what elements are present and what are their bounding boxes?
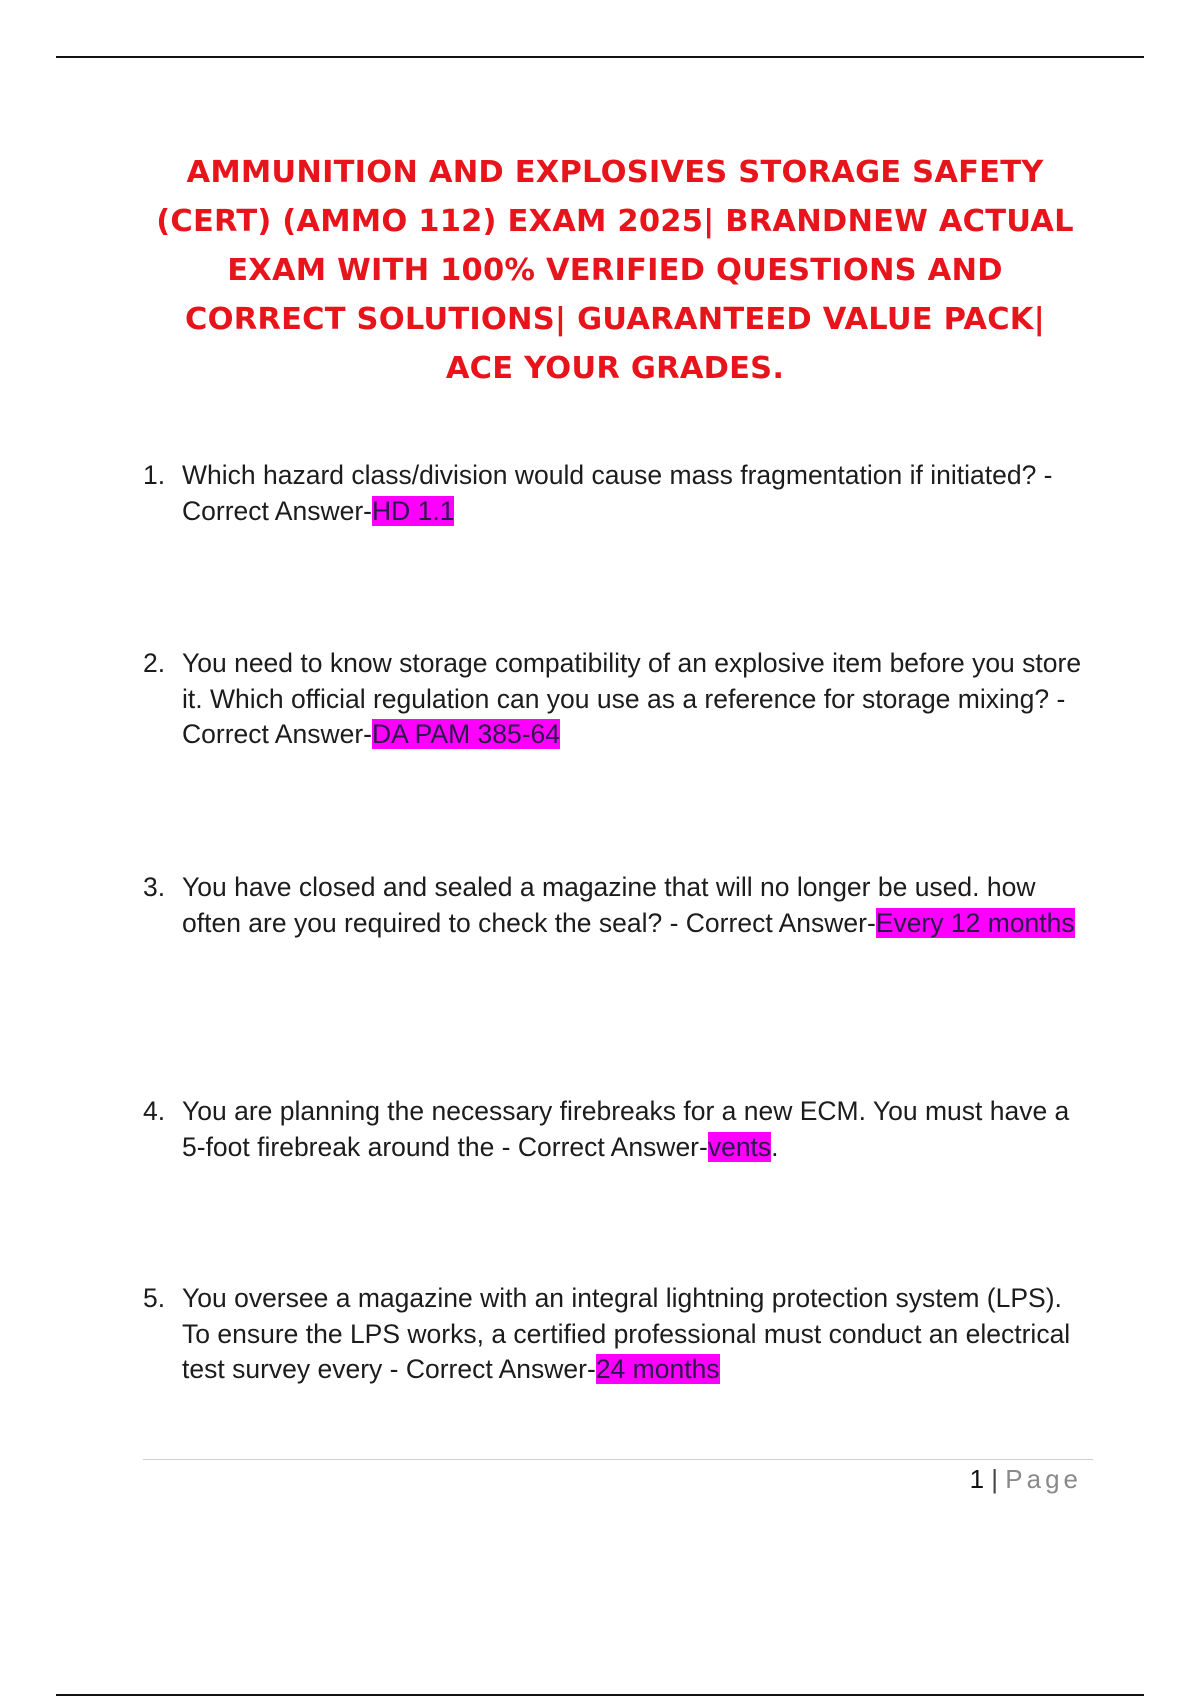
document-title: AMMUNITION AND EXPLOSIVES STORAGE SAFETY (CERT) (AMMO 112) EXAM 2025| BRANDNEW ACTUAL EXAM WITH 100% VERIFIED QUESTIONS AND CORRECT SOLUTIONS| GUARANTEED VALUE PACK| ACE YOUR GRADES.	[156, 155, 1074, 386]
question-number: 4.	[143, 1096, 166, 1126]
page-separator: |	[984, 1464, 1006, 1494]
question-item	[143, 1094, 1083, 1165]
top-rule	[56, 56, 1144, 58]
answer-prefix: - Correct Answer-	[382, 1354, 596, 1384]
question-item	[143, 458, 1083, 529]
question-text: You oversee a magazine with an integral lightning protection system (LPS). To ensure the LPS works, a certified professional must conduct an electrical test survey every	[182, 1283, 1071, 1384]
question-item	[143, 646, 1083, 753]
correct-answer: Every 12 months	[875, 907, 1075, 938]
correct-answer: DA PAM 385-64	[371, 719, 561, 749]
question-text: You have closed and sealed a magazine that will no longer be used. how often are you required to check the seal?	[182, 872, 1036, 938]
bottom-rule	[56, 1694, 1144, 1696]
correct-answer: 24 months	[595, 1354, 720, 1384]
footer-rule	[143, 1459, 1093, 1460]
answer-prefix: - Correct Answer-	[494, 1131, 708, 1162]
question-number: 5.	[143, 1283, 166, 1313]
page-number: 1	[969, 1464, 985, 1494]
answer-prefix: - Correct Answer-	[182, 460, 1053, 526]
question-number: 2.	[143, 648, 166, 678]
question-text: Which hazard class/division would cause mass fragmentation if initiated?	[182, 460, 1037, 490]
question-item	[143, 1281, 1083, 1388]
correct-answer: vents	[707, 1131, 772, 1162]
question-number: 3.	[143, 872, 166, 902]
question-text: You need to know storage compatibility of an explosive item before you store it. Which official regulation can you use as a reference for storage mixing?	[182, 648, 1082, 714]
answer-prefix: - Correct Answer-	[182, 683, 1066, 749]
page-label: Page	[1005, 1464, 1082, 1494]
page-footer	[970, 1462, 1082, 1496]
correct-answer: HD 1.1	[371, 495, 455, 526]
question-number: 1.	[143, 460, 166, 490]
answer-suffix: .	[771, 1131, 779, 1162]
answer-prefix: - Correct Answer-	[662, 907, 876, 938]
question-text: You are planning the necessary firebreaks for a new ECM. You must have a 5-foot firebreak around the	[182, 1096, 1070, 1162]
question-item	[143, 870, 1083, 941]
